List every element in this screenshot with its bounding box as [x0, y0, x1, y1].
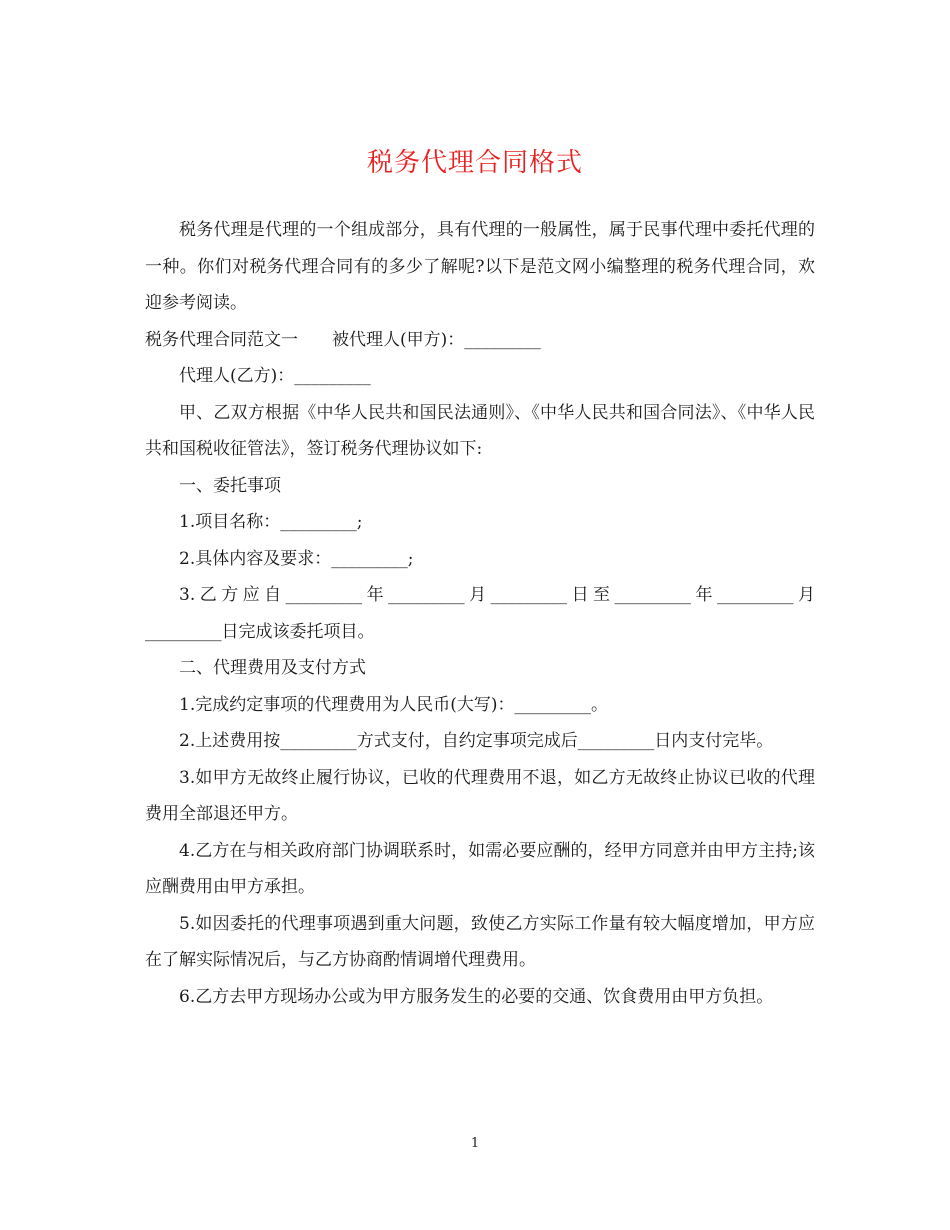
- clause-fee-increase: 5.如因委托的代理事项遇到重大问题，致使乙方实际工作量有较大幅度增加，甲方应在了解实际情况后，与乙方协商酌情调增代理费用。: [145, 913, 815, 970]
- paragraph-intro: 税务代理是代理的一个组成部分，具有代理的一般属性，属于民事代理中委托代理的一种。你们对税务代理合同有的多少了解呢?以下是范文网小编整理的税务代理合同，欢迎参考阅读。: [145, 220, 815, 313]
- clause-termination-refund: 3.如甲方无故终止履行协议，已收的代理费用不退，如乙方无故终止协议已收的代理费用全部退还甲方。: [145, 767, 815, 824]
- clause-completion-period: 3.乙方应自_________年_________月_________日至_________年_________月_________日完成该委托项目。: [145, 585, 815, 642]
- document-body: [145, 212, 815, 1015]
- clause-entertainment-costs: 4.乙方在与相关政府部门协调联系时，如需必要应酬的，经甲方同意并由甲方主持;该应酬费用由甲方承担。: [145, 840, 815, 897]
- paragraph-legal-basis: 甲、乙双方根据《中华人民共和国民法通则》、《中华人民共和国合同法》、《中华人民共和国税收征管法》，签订税务代理协议如下:: [145, 402, 815, 459]
- document-title: 税务代理合同格式: [366, 148, 583, 178]
- paragraph-agent: 代理人(乙方)：_________: [179, 366, 371, 386]
- clause-project-name: 1.项目名称：_________;: [179, 512, 363, 532]
- clause-travel-expenses: 6.乙方去甲方现场办公或为甲方服务发生的必要的交通、饮食费用由甲方负担。: [179, 986, 774, 1007]
- paragraph-sample-heading-principal: 税务代理合同范文一 被代理人(甲方)：_________: [145, 329, 541, 350]
- clause-fee-amount: 1.完成约定事项的代理费用为人民币(大写)：_________。: [179, 694, 608, 715]
- clause-payment-method: 2.上述费用按_________方式支付，自约定事项完成后_________日内支付完毕。: [179, 731, 774, 751]
- section-heading-fees-payment: 二、代理费用及支付方式: [179, 658, 366, 678]
- page-number: 1: [470, 1136, 480, 1151]
- section-heading-entrusted-matters: 一、委托事项: [179, 475, 281, 496]
- clause-content-requirements: 2.具体内容及要求：_________;: [179, 548, 414, 569]
